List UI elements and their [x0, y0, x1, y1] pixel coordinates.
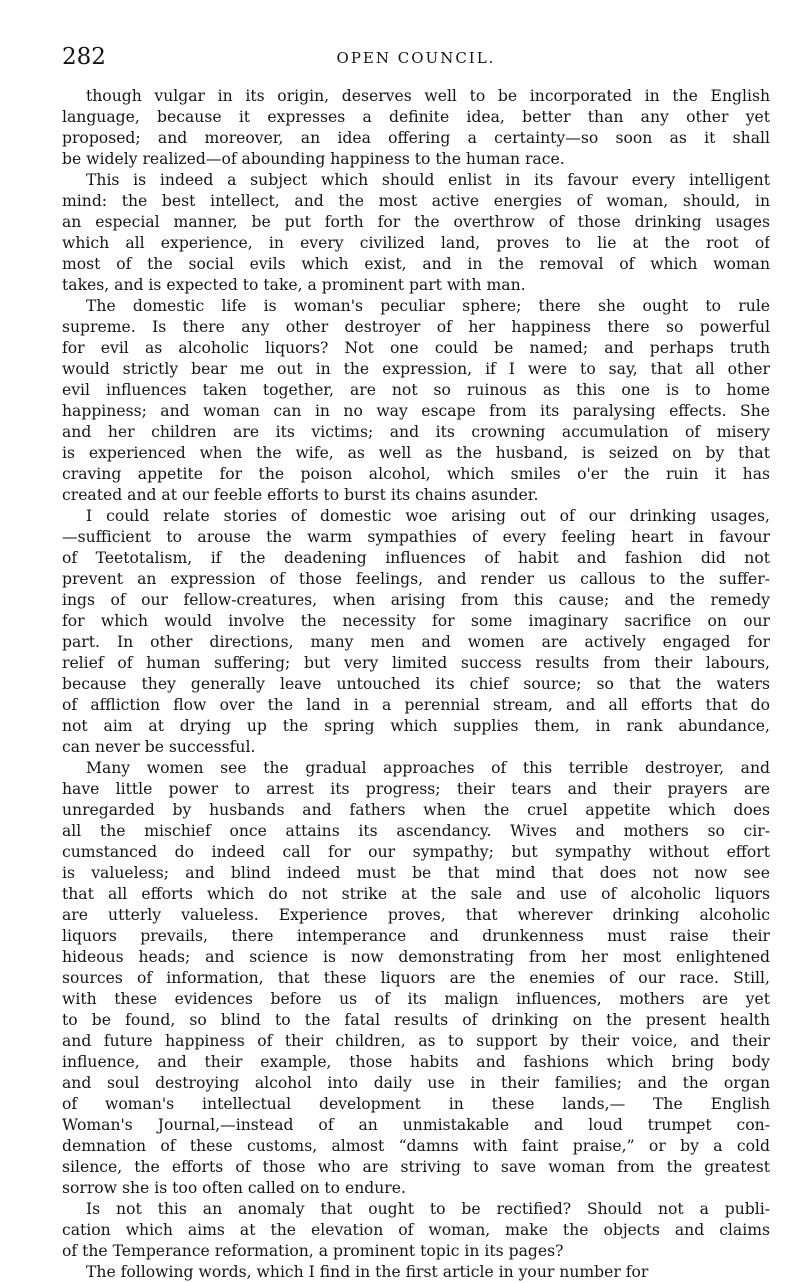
- text-line: would strictly bear me out in the expression, if I were to say, that all other: [62, 360, 770, 378]
- paragraph: [62, 506, 770, 758]
- text-line: is valueless; and blind indeed must be that mind that does not now see: [62, 864, 770, 882]
- text-line: are utterly valueless. Experience proves, that wherever drinking alcoholic: [62, 906, 770, 924]
- text-line: This is indeed a subject which should enlist in its favour every intelligent: [86, 171, 770, 189]
- text-line: —sufficient to arouse the warm sympathies of every feeling heart in favour: [62, 528, 770, 546]
- text-line: demnation of these customs, almost “damns with faint praise,” or by a cold: [62, 1137, 770, 1155]
- text-line: ings of our fellow-creatures, when arising from this cause; and the remedy: [62, 591, 770, 609]
- text-line: Many women see the gradual approaches of this terrible destroyer, and: [86, 759, 770, 777]
- text-line: of the Temperance reformation, a prominent topic in its pages?: [62, 1242, 564, 1260]
- text-line: most of the social evils which exist, and in the removal of which woman: [62, 255, 770, 273]
- text-line: be widely realized—of abounding happiness to the human race.: [62, 150, 565, 168]
- paragraph: [62, 1199, 770, 1262]
- page-number: 282: [62, 44, 106, 70]
- text-line: for evil as alcoholic liquors? Not one could be named; and perhaps truth: [62, 339, 770, 357]
- text-line: language, because it expresses a definite idea, better than any other yet: [62, 108, 770, 126]
- text-line: cation which aims at the elevation of woman, make the objects and claims: [62, 1221, 770, 1239]
- text-line: though vulgar in its origin, deserves well to be incorporated in the English: [86, 87, 770, 105]
- text-line: an especial manner, be put forth for the overthrow of those drinking usages: [62, 213, 770, 231]
- text-line: that all efforts which do not strike at the sale and use of alcoholic liquors: [62, 885, 770, 903]
- text-line: hideous heads; and science is now demonstrating from her most enlightened: [62, 948, 770, 966]
- text-line: of Teetotalism, if the deadening influences of habit and fashion did not: [62, 549, 770, 567]
- text-line: of woman's intellectual development in these lands,— The English: [62, 1095, 770, 1113]
- text-line: I could relate stories of domestic woe arising out of our drinking usages,: [86, 507, 770, 525]
- text-line: mind: the best intellect, and the most active energies of woman, should, in: [62, 192, 770, 210]
- text-line: prevent an expression of those feelings, and render us callous to the suffer-: [62, 570, 770, 588]
- text-line: have little power to arrest its progress; their tears and their prayers are: [62, 780, 770, 798]
- text-line: to be found, so blind to the fatal results of drinking on the present health: [62, 1011, 770, 1029]
- page-header: [62, 44, 770, 74]
- text-line: unregarded by husbands and fathers when the cruel appetite which does: [62, 801, 770, 819]
- text-line: supreme. Is there any other destroyer of her happiness there so powerful: [62, 318, 770, 336]
- article-body: [62, 86, 770, 1283]
- text-line: can never be successful.: [62, 738, 256, 756]
- text-line: liquors prevails, there intemperance and drunkenness must raise their: [62, 927, 770, 945]
- paragraph: [62, 170, 770, 296]
- paragraph: [62, 86, 770, 170]
- text-line: part. In other directions, many men and women are actively engaged for: [62, 633, 770, 651]
- text-line: craving appetite for the poison alcohol, which smiles o'er the ruin it has: [62, 465, 770, 483]
- text-line: and soul destroying alcohol into daily use in their families; and the organ: [62, 1074, 770, 1092]
- text-line: because they generally leave untouched its chief source; so that the waters: [62, 675, 770, 693]
- text-line: and her children are its victims; and its crowning accumulation of misery: [62, 423, 770, 441]
- text-line: The domestic life is woman's peculiar sphere; there she ought to rule: [86, 297, 770, 315]
- paragraph: [62, 758, 770, 1199]
- text-line: influence, and their example, those habits and fashions which bring body: [62, 1053, 770, 1071]
- paragraph: [62, 296, 770, 506]
- text-line: sources of information, that these liquors are the enemies of our race. Still,: [62, 969, 770, 987]
- text-line: happiness; and woman can in no way escape from its paralysing effects. She: [62, 402, 770, 420]
- text-line: Woman's Journal,—instead of an unmistakable and loud trumpet con-: [62, 1116, 770, 1134]
- paragraph: [62, 1262, 770, 1283]
- text-line: which all experience, in every civilized land, proves to lie at the root of: [62, 234, 770, 252]
- text-line: evil influences taken together, are not so ruinous as this one is to home: [62, 381, 770, 399]
- text-line: proposed; and moreover, an idea offering a certainty—so soon as it shall: [62, 129, 770, 147]
- text-line: takes, and is expected to take, a prominent part with man.: [62, 276, 526, 294]
- running-title: OPEN COUNCIL.: [336, 49, 496, 67]
- text-line: for which would involve the necessity for some imaginary sacrifice on our: [62, 612, 770, 630]
- text-line: Is not this an anomaly that ought to be rectified? Should not a publi-: [86, 1200, 770, 1218]
- text-line: of affliction flow over the land in a perennial stream, and all efforts that do: [62, 696, 770, 714]
- text-line: not aim at drying up the spring which supplies them, in rank abundance,: [62, 717, 770, 735]
- text-line: created and at our feeble efforts to burst its chains asunder.: [62, 486, 539, 504]
- text-line: relief of human suffering; but very limited success results from their labours,: [62, 654, 770, 672]
- text-line: The following words, which I find in the first article in your number for: [86, 1263, 649, 1281]
- text-line: all the mischief once attains its ascendancy. Wives and mothers so cir-: [62, 822, 770, 840]
- text-line: cumstanced do indeed call for our sympathy; but sympathy without effort: [62, 843, 770, 861]
- text-line: sorrow she is too often called on to endure.: [62, 1179, 406, 1197]
- text-line: is experienced when the wife, as well as the husband, is seized on by that: [62, 444, 770, 462]
- text-line: with these evidences before us of its malign influences, mothers are yet: [62, 990, 770, 1008]
- text-line: and future happiness of their children, as to support by their voice, and their: [62, 1032, 770, 1050]
- text-line: silence, the efforts of those who are striving to save woman from the greatest: [62, 1158, 770, 1176]
